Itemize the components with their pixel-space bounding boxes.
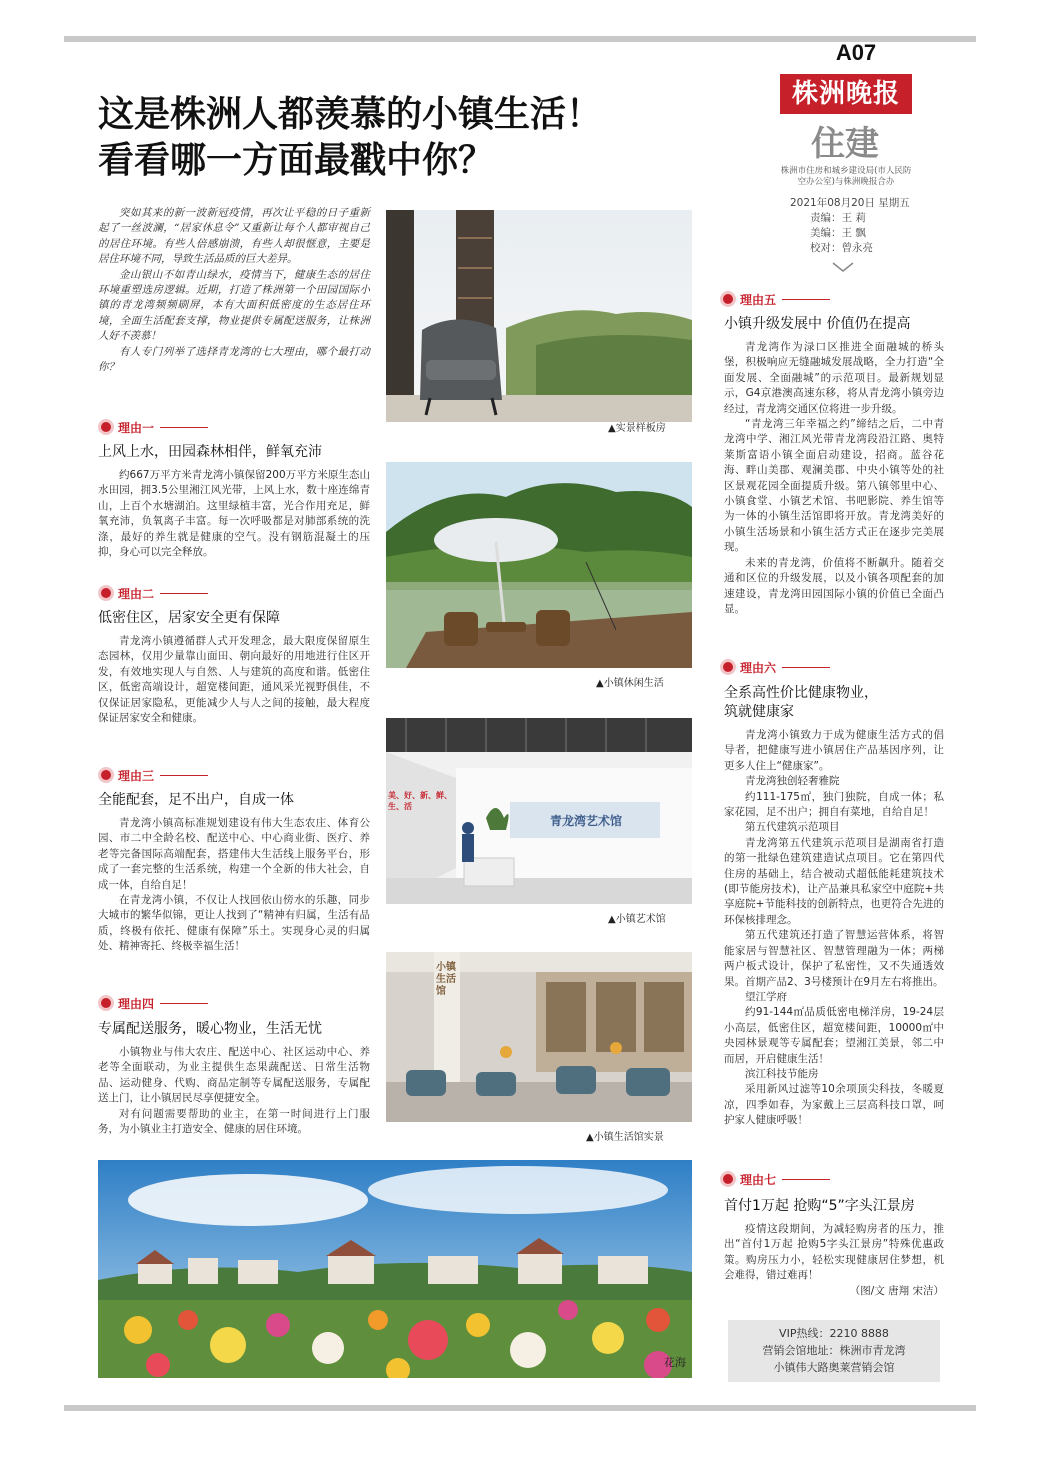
photo-caption: ▲小镇休闲生活 [596, 678, 664, 689]
reason-6-title: 全系高性价比健康物业， 筑就健康家 [724, 685, 878, 720]
intro-paragraph: 突如其来的新一波新冠疫情，再次让平稳的日子重新起了一丝波澜，“居家休息令”又重新让每个人都审视自己的居住环境。有些人倍感崩溃，有些人却很惬意，主要是居住环境不同，导致生活品质的巨大差异。 [98, 207, 370, 266]
issue-date: 2021年08月20日 星期五 [790, 197, 910, 209]
bullet-dot-icon [720, 659, 736, 675]
museum-sign-left: 美、好、新、鲜、生、活 [388, 791, 452, 811]
reason-5-title: 小镇升级发展中 价值仍在提高 [724, 316, 911, 332]
page-number: A07 [835, 40, 877, 65]
reason-1-title: 上风上水，田园森林相伴，鲜氧充沛 [98, 444, 322, 460]
reason-1-label: 理由一 [98, 418, 208, 436]
chevron-down-icon [832, 262, 854, 272]
bullet-dot-icon [98, 419, 114, 435]
reason-2-body: 青龙湾小镇遵循群人式开发理念，最大限度保留原生态园林，仅用少量靠山面田、朝向最好的用地进行住区开发，有效地实现人与自然、人与建筑的高度和谐。低密住区，低密高端设计，超宽楼间距，通风采光视野俱佳，不仅保证居家隐私，更能减少人与人之间的接触，最大程度保证居家安全和健康。 [98, 635, 370, 725]
photo-caption: ▲小镇艺术馆 [608, 914, 666, 925]
photo-show-home [386, 210, 692, 422]
intro-text [98, 206, 370, 375]
photo-art-museum [386, 718, 692, 904]
reason-6-label: 理由六 [720, 658, 830, 676]
designer: 美编：王 飘 [810, 227, 866, 239]
reason-1-body: 约667万平方米青龙湾小镇保留200万平方米原生态山水田园，拥3.5公里湘江风光带，上风上水，数十座连绵青山，上百个水塘湖泊。这里绿植丰富，光合作用充足，鲜氧充沛，负氧离子丰富。每一次呼吸都是对肺部系统的洗涤，最好的养生就是健康的空气。没有钢筋混凝土的压抑，身心可以完全释放。 [98, 469, 370, 559]
reason-2-label: 理由二 [98, 584, 208, 602]
byline: （图/文 唐翔 宋洁） [849, 1284, 944, 1297]
photo-caption: ▲实景样板房 [608, 423, 666, 434]
page-headline [98, 92, 718, 184]
reason-6-body: 青龙湾小镇致力于成为健康生活方式的倡导者，把健康写进小镇居住产品基因序列，让更多人住上“健康家”。 青龙湾独创轻奢雅院 约111-175㎡，独门独院，自成一体；私家花园，足不出户；拥自有菜地，自给自足！ 第五代建筑示范项目 青龙湾第五代建筑示范项目是湖南省打造的第一批绿色建筑建造试点项目。它在第四代住房的基础上，结合被动式超低能耗建筑技术(即节能房技术)，让产品兼具私家空中庭院+共享庭院+节能科技的创新特点，也更符合先进的环保核排理念。 第五代建筑还打造了智慧运营体系，将智能家居与智慧社区、智慧管理融为一体；两梯两户板式设计，保护了私密性，又不失通透效果。首期产品2、3号楼预计在9月左右将推出。 望江学府 约91-144㎡品质低密电梯洋房，19-24层小高层，低密住区，超宽楼间距，10000㎡中央园林景观等专属配套；望湘江美景，邻二中而居，开启健康生活！ 滨江科技节能房 采用新风过滤等10余项顶尖科技，冬暖夏凉，四季如春，为家戴上三层高科技口罩，呵护家人健康呼吸！ [724, 729, 944, 1127]
address-line-1: 营销会馆地址：株洲市青龙湾 [762, 1344, 906, 1357]
headline-line-1: 这是株洲人都羡慕的小镇生活！ [98, 94, 603, 135]
proofreader: 校对：曾永亮 [810, 242, 873, 254]
hotline: VIP热线：2210 8888 [779, 1327, 889, 1340]
photo-caption: ▲小镇生活馆实景 [586, 1132, 664, 1143]
photo-life-hall [386, 952, 692, 1122]
contact-box [728, 1320, 940, 1382]
reason-3-label: 理由三 [98, 766, 208, 784]
life-hall-sign: 小镇生活馆 [436, 962, 456, 997]
bullet-dot-icon [720, 291, 736, 307]
reason-7-title: 首付1万起 抢购“5”字头江景房 [724, 1198, 915, 1214]
photo-caption: 花海 [664, 1356, 686, 1369]
reason-4-label: 理由四 [98, 994, 208, 1012]
address-line-2: 小镇伟大路奥莱营销会馆 [773, 1361, 895, 1374]
reason-3-title: 全能配套，足不出户，自成一体 [98, 792, 294, 808]
newspaper-logo: 株洲晚报 [780, 74, 912, 114]
reason-7-label: 理由七 [720, 1170, 830, 1188]
headline-line-2: 看看哪一方面最戳中你？ [98, 140, 495, 181]
reason-2-title: 低密住区，居家安全更有保障 [98, 610, 280, 626]
reason-4-body: 小镇物业与伟大农庄、配送中心、社区运动中心、养老等全面联动，为业主提供生态果蔬配送、日常生活物品、运动健身、代购、商品定制等专属配送服务，专属配送上门，让小镇居民尽享便捷安全。 对有问题需要帮助的业主，在第一时间进行上门服务，为小镇业主打造安全、健康的居住环境。 [98, 1046, 370, 1136]
bottom-rule [64, 1405, 976, 1411]
reason-7-body: 疫情这段期间，为减轻购房者的压力，推出“首付1万起 抢购5字头江景房”特殊优惠政策。购房压力小，轻松实现健康居住梦想，机会难得，错过难再！ （图/文 唐翔 宋洁） [724, 1222, 944, 1299]
reason-5-body: 青龙湾作为渌口区推进全面融城的桥头堡，积极响应无缝融城发展战略，全力打造“全面发展、全面融城”的示范项目。最新规划显示，G4京港澳高速东移，将从青龙湾小镇旁边经过，青龙湾交通区位将进一步升级。 “青龙湾三年幸福之约”缔结之后，二中青龙湾中学、湘江风光带青龙湾段沿江路、奥特莱斯富语小镇全面启动建设，招商。蓝谷花海、畔山美郡、观澜美郡、中央小镇等处的社区景观花园全面提质升级。第八镇邻里中心、小镇食堂、小镇艺术馆、书吧影院、养生馆等为一体的小镇生活馆即将开放。青龙湾美好的小镇生活场景和小镇生活方式正在逐步完美展现。 未来的青龙湾，价值将不断飙升。随着交通和区位的升级发展，以及小镇各项配套的加速建设，青龙湾田园国际小镇的价值已全面凸显。 [724, 341, 944, 615]
bullet-dot-icon [98, 995, 114, 1011]
museum-sign-right: 青龙湾艺术馆 [549, 814, 622, 828]
editor: 责编：王 莉 [810, 212, 866, 224]
photo-lake-leisure [386, 462, 692, 668]
intro-paragraph: 有人专门列举了选择青龙湾的七大理由，哪个最打动你？ [98, 345, 370, 374]
section-name: 住建 [811, 124, 879, 164]
intro-paragraph: 金山银山不如青山绿水，疫情当下，健康生态的居住环境重塑选房逻辑。近期，打造了株洲第一个田园国际小镇的青龙湾频频刷屏，本有大面积低密度的生态居住环境，全面生活配套支撑，物业提供专属配送服务，让株洲人好不羡慕！ [98, 268, 370, 343]
reason-5-label: 理由五 [720, 290, 830, 308]
photo-flower-sea [98, 1160, 692, 1378]
section-sponsor: 株洲市住房和城乡建设局(市人民防空办公室)与株洲晚报合办 [780, 166, 912, 187]
reason-3-body: 青龙湾小镇高标准规划建设有伟大生态农庄、体育公园、市二中全龄名校、配送中心、中心商业街、医疗、养老等完备国际高端配套，搭建伟大生活线上服务平台，形成了一套完整的生活系统，构建一个全新的伟大社会，自成一体，自给自足！ 在青龙湾小镇，不仅让人找回依山傍水的乐趣，同步大城市的繁华似锦，更让人找到了“精神有归属，生活有品质，终极有依托、健康有保障”乐土。实现身心灵的归属处、精神寄托、终极幸福生活！ [98, 817, 370, 953]
bullet-dot-icon [720, 1171, 736, 1187]
edition-meta [790, 196, 920, 256]
bullet-dot-icon [98, 585, 114, 601]
bullet-dot-icon [98, 767, 114, 783]
reason-4-title: 专属配送服务，暖心物业，生活无忧 [98, 1021, 322, 1037]
